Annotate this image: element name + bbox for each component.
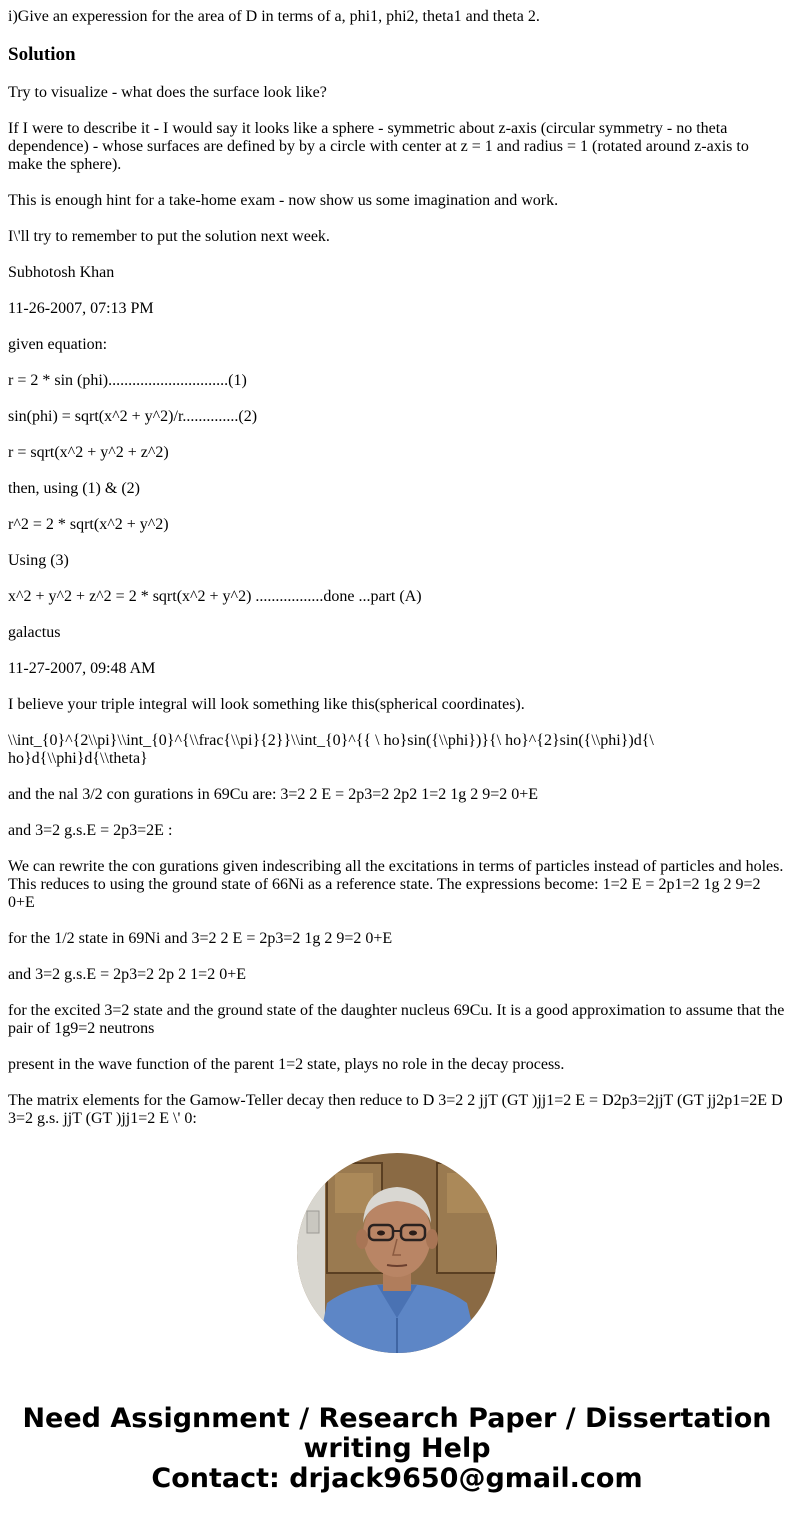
promo-contact: Contact: drjack9650@gmail.com (151, 1463, 643, 1494)
equation-line: r = 2 * sin (phi)..............................(1) (8, 372, 247, 389)
paragraph: for the excited 3=2 state and the ground state of the daughter nucleus 69Cu. It is a good approximation to assume that the pair of 1g9=2 neutrons (8, 1002, 785, 1037)
equation-line: x^2 + y^2 + z^2 = 2 * sqrt(x^2 + y^2) .................done ...part (A) (8, 588, 422, 605)
paragraph: I\'ll try to remember to put the solution next week. (8, 228, 330, 245)
equation-line: r^2 = 2 * sqrt(x^2 + y^2) (8, 516, 169, 533)
paragraph: If I were to describe it - I would say it looks like a sphere - symmetric about z-axis (circular symmetry - no theta dependence) - whose surfaces are defined by by a circle with center at z = 1 and radius = 1 (rotated around z-axis to make the sphere). (8, 120, 749, 173)
paragraph: and the nal 3/2 con gurations in 69Cu are: 3=2 2 E = 2p3=2 2p2 1=2 1g 2 9=2 0+E (8, 786, 539, 803)
paragraph: Try to visualize - what does the surface look like? (8, 84, 327, 101)
paragraph: then, using (1) & (2) (8, 480, 140, 497)
author-avatar (297, 1153, 497, 1353)
paragraph: I believe your triple integral will look something like this(spherical coordinates). (8, 696, 525, 713)
post-timestamp: 11-27-2007, 09:48 AM (8, 660, 156, 677)
author-name: Subhotosh Khan (8, 264, 115, 281)
post-timestamp: 11-26-2007, 07:13 PM (8, 300, 154, 317)
promo-line: Need Assignment / Research Paper / Dissertation (22, 1403, 772, 1434)
equation-line: r = sqrt(x^2 + y^2 + z^2) (8, 444, 169, 461)
latex-integral: \\int_{0}^{2\\pi}\\int_{0}^{\\frac{\\pi}{2}}\\int_{0}^{{ \ ho}sin({\\phi})}{\ ho}^{2}sin({\\phi})d{\ ho}d{\\phi}d{\\theta} (8, 732, 654, 767)
promo-line: writing Help (303, 1433, 491, 1464)
avatar-portrait (297, 1153, 497, 1353)
author-name: galactus (8, 624, 61, 641)
promo-banner (0, 1404, 794, 1494)
paragraph: We can rewrite the con gurations given indescribing all the excitations in terms of particles instead of particles and holes. This reduces to using the ground state of 66Ni as a reference state. The expressions become: 1=2 E = 2p1=2 1g 2 9=2 0+E (8, 858, 784, 911)
paragraph: The matrix elements for the Gamow-Teller decay then reduce to D 3=2 2 jjT (GT )jj1=2 E = D2p3=2jjT (GT jj2p1=2E D 3=2 g.s. jjT (GT )jj1=2 E \' 0: (8, 1092, 783, 1127)
paragraph: given equation: (8, 336, 108, 353)
paragraph: and 3=2 g.s.E = 2p3=2E : (8, 822, 173, 839)
question-text: i)Give an experession for the area of D in terms of a, phi1, phi2, theta1 and theta 2. (8, 8, 540, 25)
paragraph: for the 1/2 state in 69Ni and 3=2 2 E = 2p3=2 1g 2 9=2 0+E (8, 930, 393, 947)
paragraph: This is enough hint for a take-home exam - now show us some imagination and work. (8, 192, 559, 209)
paragraph: present in the wave function of the parent 1=2 state, plays no role in the decay process. (8, 1056, 565, 1073)
solution-heading: Solution (8, 44, 76, 65)
paragraph: Using (3) (8, 552, 69, 569)
paragraph: and 3=2 g.s.E = 2p3=2 2p 2 1=2 0+E (8, 966, 246, 983)
equation-line: sin(phi) = sqrt(x^2 + y^2)/r..............(2) (8, 408, 258, 425)
